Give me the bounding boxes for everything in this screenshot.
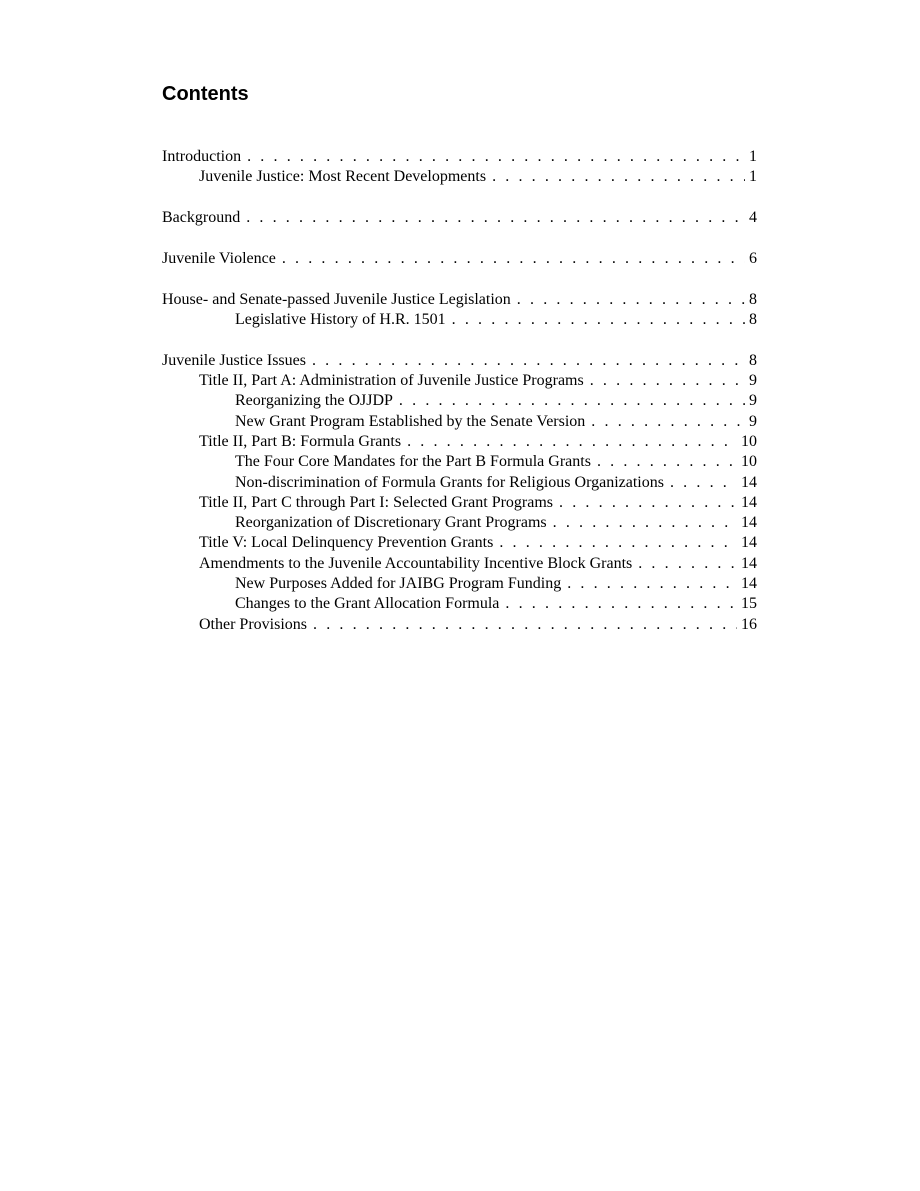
toc-entry-page-number: 14 (741, 514, 757, 532)
toc-entry-label: Introduction (162, 148, 242, 165)
dot-leader (590, 371, 745, 391)
toc-entry (162, 391, 757, 411)
dot-leader (499, 533, 737, 553)
dot-leader (591, 412, 745, 432)
dot-leader (407, 432, 737, 452)
toc-section (162, 351, 757, 635)
toc-entry-label: Title II, Part C through Part I: Selected Grant Programs (199, 493, 554, 511)
table-of-contents (162, 147, 757, 655)
toc-entry (162, 473, 757, 493)
toc-entry-label: Non-discrimination of Formula Grants for Religious Organizations (235, 473, 664, 491)
toc-entry (162, 493, 757, 513)
toc-entry-page-number: 10 (741, 432, 757, 450)
toc-entry-page-number: 9 (749, 392, 757, 410)
toc-entry (162, 147, 757, 167)
toc-entry-page-number: 14 (741, 473, 757, 491)
toc-entry-label: Title II, Part A: Administration of Juvenile Justice Programs (199, 372, 584, 390)
toc-entry (162, 554, 757, 574)
toc-entry-page-number: 1 (749, 148, 757, 165)
dot-leader (505, 594, 737, 614)
toc-entry-page-number: 14 (741, 554, 757, 572)
toc-entry (162, 167, 757, 187)
toc-entry (162, 452, 757, 472)
toc-entry-label: Other Provisions (199, 615, 307, 633)
toc-entry-page-number: 10 (741, 453, 757, 471)
toc-entry (162, 290, 757, 310)
toc-entry-page-number: 1 (749, 168, 757, 186)
dot-leader (399, 391, 745, 411)
toc-section (162, 208, 757, 228)
toc-entry (162, 594, 757, 614)
toc-entry (162, 351, 757, 371)
toc-entry (162, 615, 757, 635)
toc-entry-page-number: 14 (741, 534, 757, 552)
toc-section (162, 290, 757, 331)
dot-leader (247, 147, 745, 167)
toc-entry-label: New Grant Program Established by the Senate Version (235, 412, 586, 430)
toc-entry (162, 432, 757, 452)
toc-entry-label: House- and Senate-passed Juvenile Justice Legislation (162, 290, 511, 308)
page-title: Contents (162, 83, 249, 105)
toc-entry-label: Juvenile Violence (162, 249, 276, 267)
dot-leader (282, 249, 745, 269)
dot-leader (597, 452, 737, 472)
toc-entry-label: Juvenile Justice: Most Recent Developments (199, 168, 487, 186)
toc-entry (162, 249, 757, 269)
dot-leader (567, 574, 737, 594)
dot-leader (670, 473, 737, 493)
toc-entry-page-number: 14 (741, 575, 757, 593)
toc-entry-page-number: 8 (749, 290, 757, 308)
toc-entry-label: The Four Core Mandates for the Part B Formula Grants (235, 453, 591, 471)
toc-entry-label: Amendments to the Juvenile Accountability Incentive Block Grants (199, 554, 633, 572)
toc-entry-page-number: 9 (749, 412, 757, 430)
dot-leader (553, 513, 737, 533)
toc-entry-page-number: 6 (749, 249, 757, 267)
toc-entry-page-number: 8 (749, 351, 757, 369)
toc-entry-page-number: 8 (749, 310, 757, 328)
toc-entry-label: Title II, Part B: Formula Grants (199, 432, 402, 450)
toc-entry (162, 412, 757, 432)
toc-section (162, 249, 757, 269)
toc-entry-label: Reorganization of Discretionary Grant Programs (235, 514, 547, 532)
dot-leader (638, 554, 737, 574)
dot-leader (312, 351, 745, 371)
dot-leader (313, 615, 737, 635)
dot-leader (559, 493, 737, 513)
toc-entry (162, 574, 757, 594)
toc-entry (162, 310, 757, 330)
toc-entry-label: Reorganizing the OJJDP (235, 392, 393, 410)
toc-entry-label: Background (162, 209, 241, 227)
toc-entry-label: Title V: Local Delinquency Prevention Grants (199, 534, 494, 552)
toc-entry (162, 513, 757, 533)
toc-entry-label: Juvenile Justice Issues (162, 351, 306, 369)
dot-leader (246, 208, 745, 228)
toc-entry-label: New Purposes Added for JAIBG Program Funding (235, 575, 562, 593)
toc-entry-label: Legislative History of H.R. 1501 (235, 310, 446, 328)
toc-entry (162, 371, 757, 391)
toc-entry (162, 208, 757, 228)
toc-entry-page-number: 14 (741, 493, 757, 511)
toc-entry-page-number: 4 (749, 209, 757, 227)
toc-entry-label: Changes to the Grant Allocation Formula (235, 595, 500, 613)
dot-leader (452, 310, 745, 330)
dot-leader (492, 167, 745, 187)
dot-leader (517, 290, 745, 310)
toc-section (162, 147, 757, 188)
toc-entry (162, 533, 757, 553)
toc-entry-page-number: 15 (741, 595, 757, 613)
toc-entry-page-number: 16 (741, 615, 757, 633)
toc-entry-page-number: 9 (749, 372, 757, 390)
